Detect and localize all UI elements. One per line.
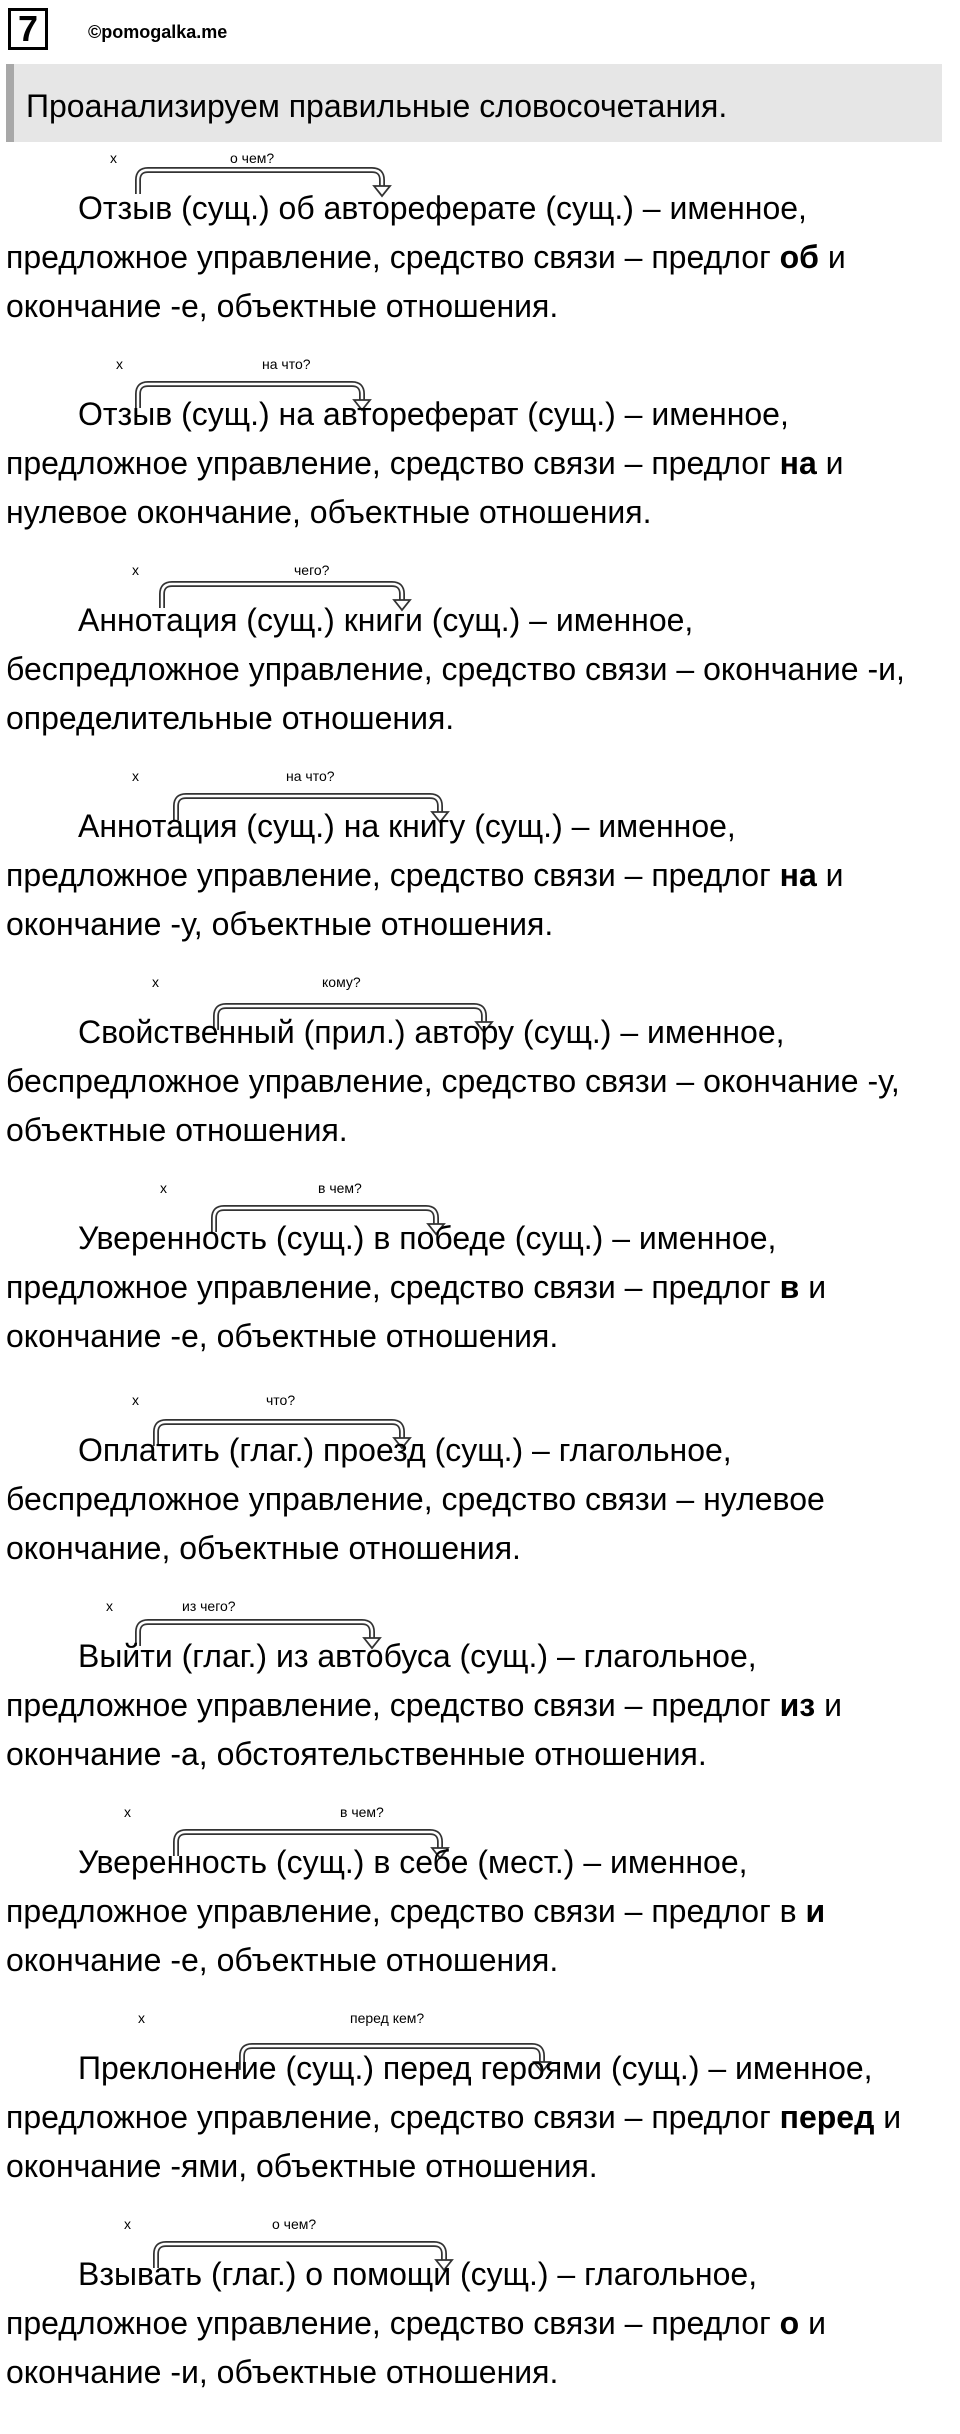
phrase-item bbox=[0, 2216, 960, 2406]
line-2: предложное управление, средство связи – предлог bbox=[6, 2305, 780, 2341]
task-number: 7 bbox=[8, 8, 48, 50]
line-3: нулевое окончание, объектные отношения. bbox=[6, 494, 652, 530]
phrase-analysis bbox=[6, 1008, 956, 1155]
question-label: что? bbox=[266, 1392, 296, 1408]
line-2: беспредложное управление, средство связи – нулевое bbox=[6, 1481, 825, 1517]
bold-marker: перед bbox=[779, 2099, 875, 2135]
line-1: Свойственный (прил.) автору (сущ.) – именное, bbox=[78, 1014, 785, 1050]
line-2: предложное управление, средство связи – предлог bbox=[6, 1269, 780, 1305]
line-1: Отзыв (сущ.) об автореферате (сущ.) – именное, bbox=[78, 190, 807, 226]
line-2-end: и bbox=[874, 2099, 902, 2135]
line-2: предложное управление, средство связи – предлог bbox=[6, 239, 780, 275]
line-1: Отзыв (сущ.) на автореферат (сущ.) – именное, bbox=[78, 396, 789, 432]
phrase-analysis bbox=[6, 1632, 956, 1779]
phrase-analysis bbox=[6, 184, 956, 331]
line-2: беспредложное управление, средство связи – окончание -и, bbox=[6, 651, 905, 687]
line-2: предложное управление, средство связи – предлог bbox=[6, 1687, 780, 1723]
line-1: Преклонение (сущ.) перед героями (сущ.) – именное, bbox=[78, 2050, 873, 2086]
question-label: о чем? bbox=[272, 2216, 317, 2232]
bold-marker: и bbox=[805, 1893, 826, 1929]
line-3: окончание -у, объектные отношения. bbox=[6, 906, 554, 942]
phrase-item bbox=[0, 356, 960, 546]
phrase-item bbox=[0, 150, 960, 340]
line-1: Взывать (глаг.) о помощи (сущ.) – глагольное, bbox=[78, 2256, 758, 2292]
phrase-analysis bbox=[6, 596, 956, 743]
bold-marker: на bbox=[779, 445, 817, 481]
question-label: на что? bbox=[262, 356, 311, 372]
phrase-analysis bbox=[6, 390, 956, 537]
intro-box bbox=[6, 64, 942, 142]
line-3: определительные отношения. bbox=[6, 700, 455, 736]
phrase-item bbox=[0, 1180, 960, 1370]
line-3: окончание -и, объектные отношения. bbox=[6, 2354, 559, 2390]
line-2-end: и bbox=[815, 1687, 842, 1723]
bold-marker: на bbox=[779, 857, 817, 893]
line-2: предложное управление, средство связи – предлог в bbox=[6, 1893, 806, 1929]
phrase-analysis bbox=[6, 1214, 956, 1361]
line-1: Аннотация (сущ.) на книгу (сущ.) – именное, bbox=[78, 808, 736, 844]
question-label: в чем? bbox=[318, 1180, 362, 1196]
line-3: объектные отношения. bbox=[6, 1112, 348, 1148]
line-2-end: и bbox=[799, 1269, 827, 1305]
line-1: Уверенность (сущ.) в победе (сущ.) – именное, bbox=[78, 1220, 777, 1256]
line-2-end: и bbox=[799, 2305, 826, 2341]
question-label: в чем? bbox=[340, 1804, 384, 1820]
main-word-mark: х bbox=[106, 1598, 113, 1614]
phrase-item bbox=[0, 2010, 960, 2200]
site-watermark: ©pomogalka.me bbox=[88, 22, 228, 42]
question-label: на что? bbox=[286, 768, 335, 784]
main-word-mark: х bbox=[110, 150, 117, 166]
line-2: беспредложное управление, средство связи – окончание -у, bbox=[6, 1063, 900, 1099]
line-2-end: и bbox=[816, 857, 844, 893]
main-word-mark: х bbox=[160, 1180, 167, 1196]
phrase-item bbox=[0, 768, 960, 958]
question-label: перед кем? bbox=[350, 2010, 425, 2026]
question-label: чего? bbox=[294, 562, 330, 578]
line-1: Выйти (глаг.) из автобуса (сущ.) – глагольное, bbox=[78, 1638, 757, 1674]
phrase-item bbox=[0, 1804, 960, 1994]
bold-marker: об bbox=[779, 239, 819, 275]
main-word-mark: х bbox=[124, 2216, 131, 2232]
main-word-mark: х bbox=[138, 2010, 145, 2026]
line-3: окончание -е, объектные отношения. bbox=[6, 1318, 559, 1354]
line-3: окончание -е, объектные отношения. bbox=[6, 1942, 559, 1978]
bold-marker: о bbox=[779, 2305, 800, 2341]
line-2-end: и bbox=[816, 445, 844, 481]
main-word-mark: х bbox=[132, 562, 139, 578]
line-2: предложное управление, средство связи – предлог bbox=[6, 2099, 780, 2135]
phrase-analysis bbox=[6, 802, 956, 949]
line-1: Аннотация (сущ.) книги (сущ.) – именное, bbox=[78, 602, 694, 638]
line-3: окончание -а, обстоятельственные отношения. bbox=[6, 1736, 707, 1772]
bold-marker: из bbox=[779, 1687, 816, 1723]
phrase-analysis bbox=[6, 1838, 956, 1985]
phrase-item bbox=[0, 1392, 960, 1582]
main-word-mark: х bbox=[116, 356, 123, 372]
question-label: из чего? bbox=[182, 1598, 236, 1614]
main-word-mark: х bbox=[152, 974, 159, 990]
line-3: окончание, объектные отношения. bbox=[6, 1530, 521, 1566]
line-2: предложное управление, средство связи – предлог bbox=[6, 857, 780, 893]
line-2-end: и bbox=[818, 239, 846, 275]
line-1: Оплатить (глаг.) проезд (сущ.) – глагольное, bbox=[78, 1432, 732, 1468]
question-label: кому? bbox=[322, 974, 361, 990]
phrase-analysis bbox=[6, 2250, 956, 2397]
intro-text: Проанализируем правильные словосочетания. bbox=[26, 88, 728, 124]
line-1: Уверенность (сущ.) в себе (мест.) – именное, bbox=[78, 1844, 748, 1880]
line-2: предложное управление, средство связи – предлог bbox=[6, 445, 780, 481]
phrase-item bbox=[0, 974, 960, 1164]
bold-marker: в bbox=[779, 1269, 800, 1305]
phrase-item bbox=[0, 562, 960, 752]
question-label: о чем? bbox=[230, 150, 275, 166]
header bbox=[4, 4, 944, 50]
main-word-mark: х bbox=[124, 1804, 131, 1820]
main-word-mark: х bbox=[132, 768, 139, 784]
main-word-mark: х bbox=[132, 1392, 139, 1408]
phrase-analysis bbox=[6, 2044, 956, 2191]
line-3: окончание -е, объектные отношения. bbox=[6, 288, 559, 324]
phrase-item bbox=[0, 1598, 960, 1788]
line-3: окончание -ями, объектные отношения. bbox=[6, 2148, 598, 2184]
phrase-analysis bbox=[6, 1426, 956, 1573]
